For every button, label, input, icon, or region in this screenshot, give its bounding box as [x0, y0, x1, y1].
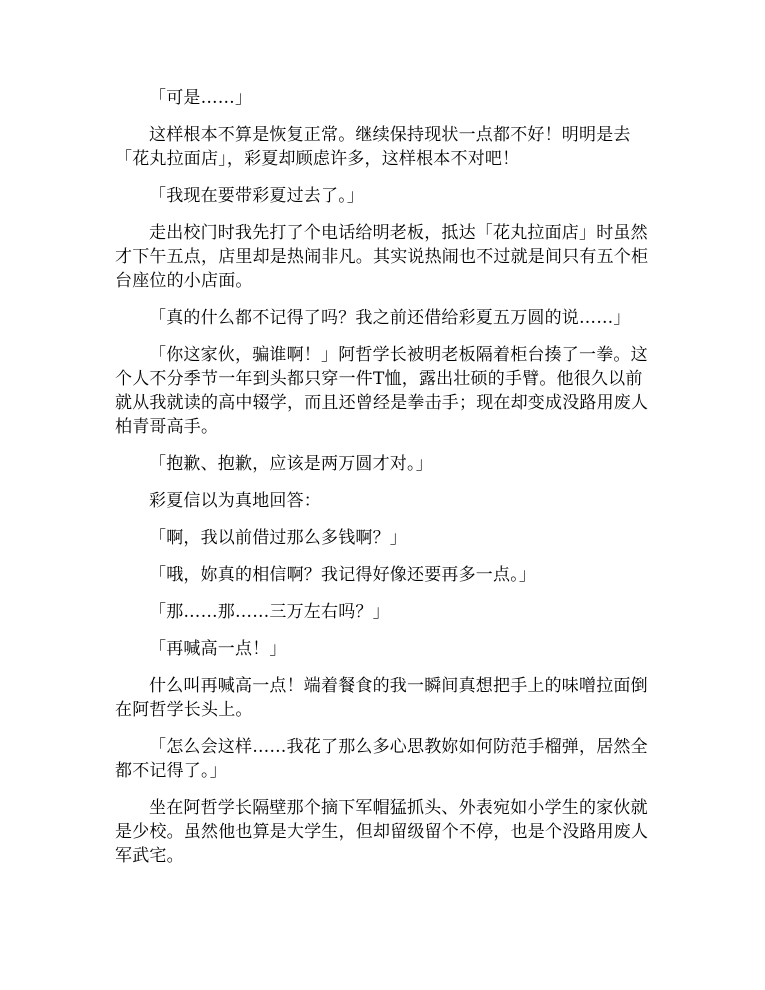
paragraph: 「可是……」: [149, 88, 253, 108]
paragraph: 「抱歉、抱歉，应该是两万圆才对。」: [149, 454, 433, 474]
paragraph: 「真的什么都不记得了吗？我之前还借给彩夏五万圆的说……」: [149, 308, 631, 328]
paragraph: 这样根本不算是恢复正常。继续保持现状一点都不好！明明是去「花丸拉面店」，彩夏却顾虑许多，这样根本不对吧！: [115, 125, 631, 169]
paragraph: 「哦，妳真的相信啊？我记得好像还要再多一点。」: [149, 565, 537, 585]
paragraph: 走出校门时我先打了个电话给明老板，抵达「花丸拉面店」时虽然才下午五点，店里却是热闹非凡。其实说热闹也不过就是间只有五个柜台座位的小店面。: [115, 223, 649, 291]
paragraph: 坐在阿哲学长隔壁那个摘下军帽猛抓头、外表宛如小学生的家伙就是少校。虽然他也算是大学生，但却留级留个不停，也是个没路用废人军武宅。: [115, 798, 649, 866]
paragraph: 「怎么会这样……我花了那么多心思教妳如何防范手榴弹，居然全都不记得了。」: [115, 737, 648, 781]
paragraph: 「啊，我以前借过那么多钱啊？」: [149, 528, 407, 548]
paragraph: 「我现在要带彩夏过去了。」: [149, 186, 365, 206]
paragraph: 彩夏信以为真地回答：: [149, 491, 321, 511]
paragraph: 什么叫再喊高一点！端着餐食的我一瞬间真想把手上的味噌拉面倒在阿哲学长头上。: [115, 676, 648, 720]
paragraph: 「再喊高一点！」: [149, 639, 287, 659]
paragraph: 「那……那……三万左右吗？」: [149, 602, 390, 622]
paragraph: 「你这家伙，骗谁啊！」阿哲学长被明老板隔着柜台揍了一拳。这个人不分季节一年到头都只穿一件T恤，露出壮硕的手臂。他很久以前就从我就读的高中辍学，而且还曾经是拳击手；现在却变成没路用废人柏青哥高手。: [115, 345, 649, 437]
document-body: [115, 86, 655, 881]
